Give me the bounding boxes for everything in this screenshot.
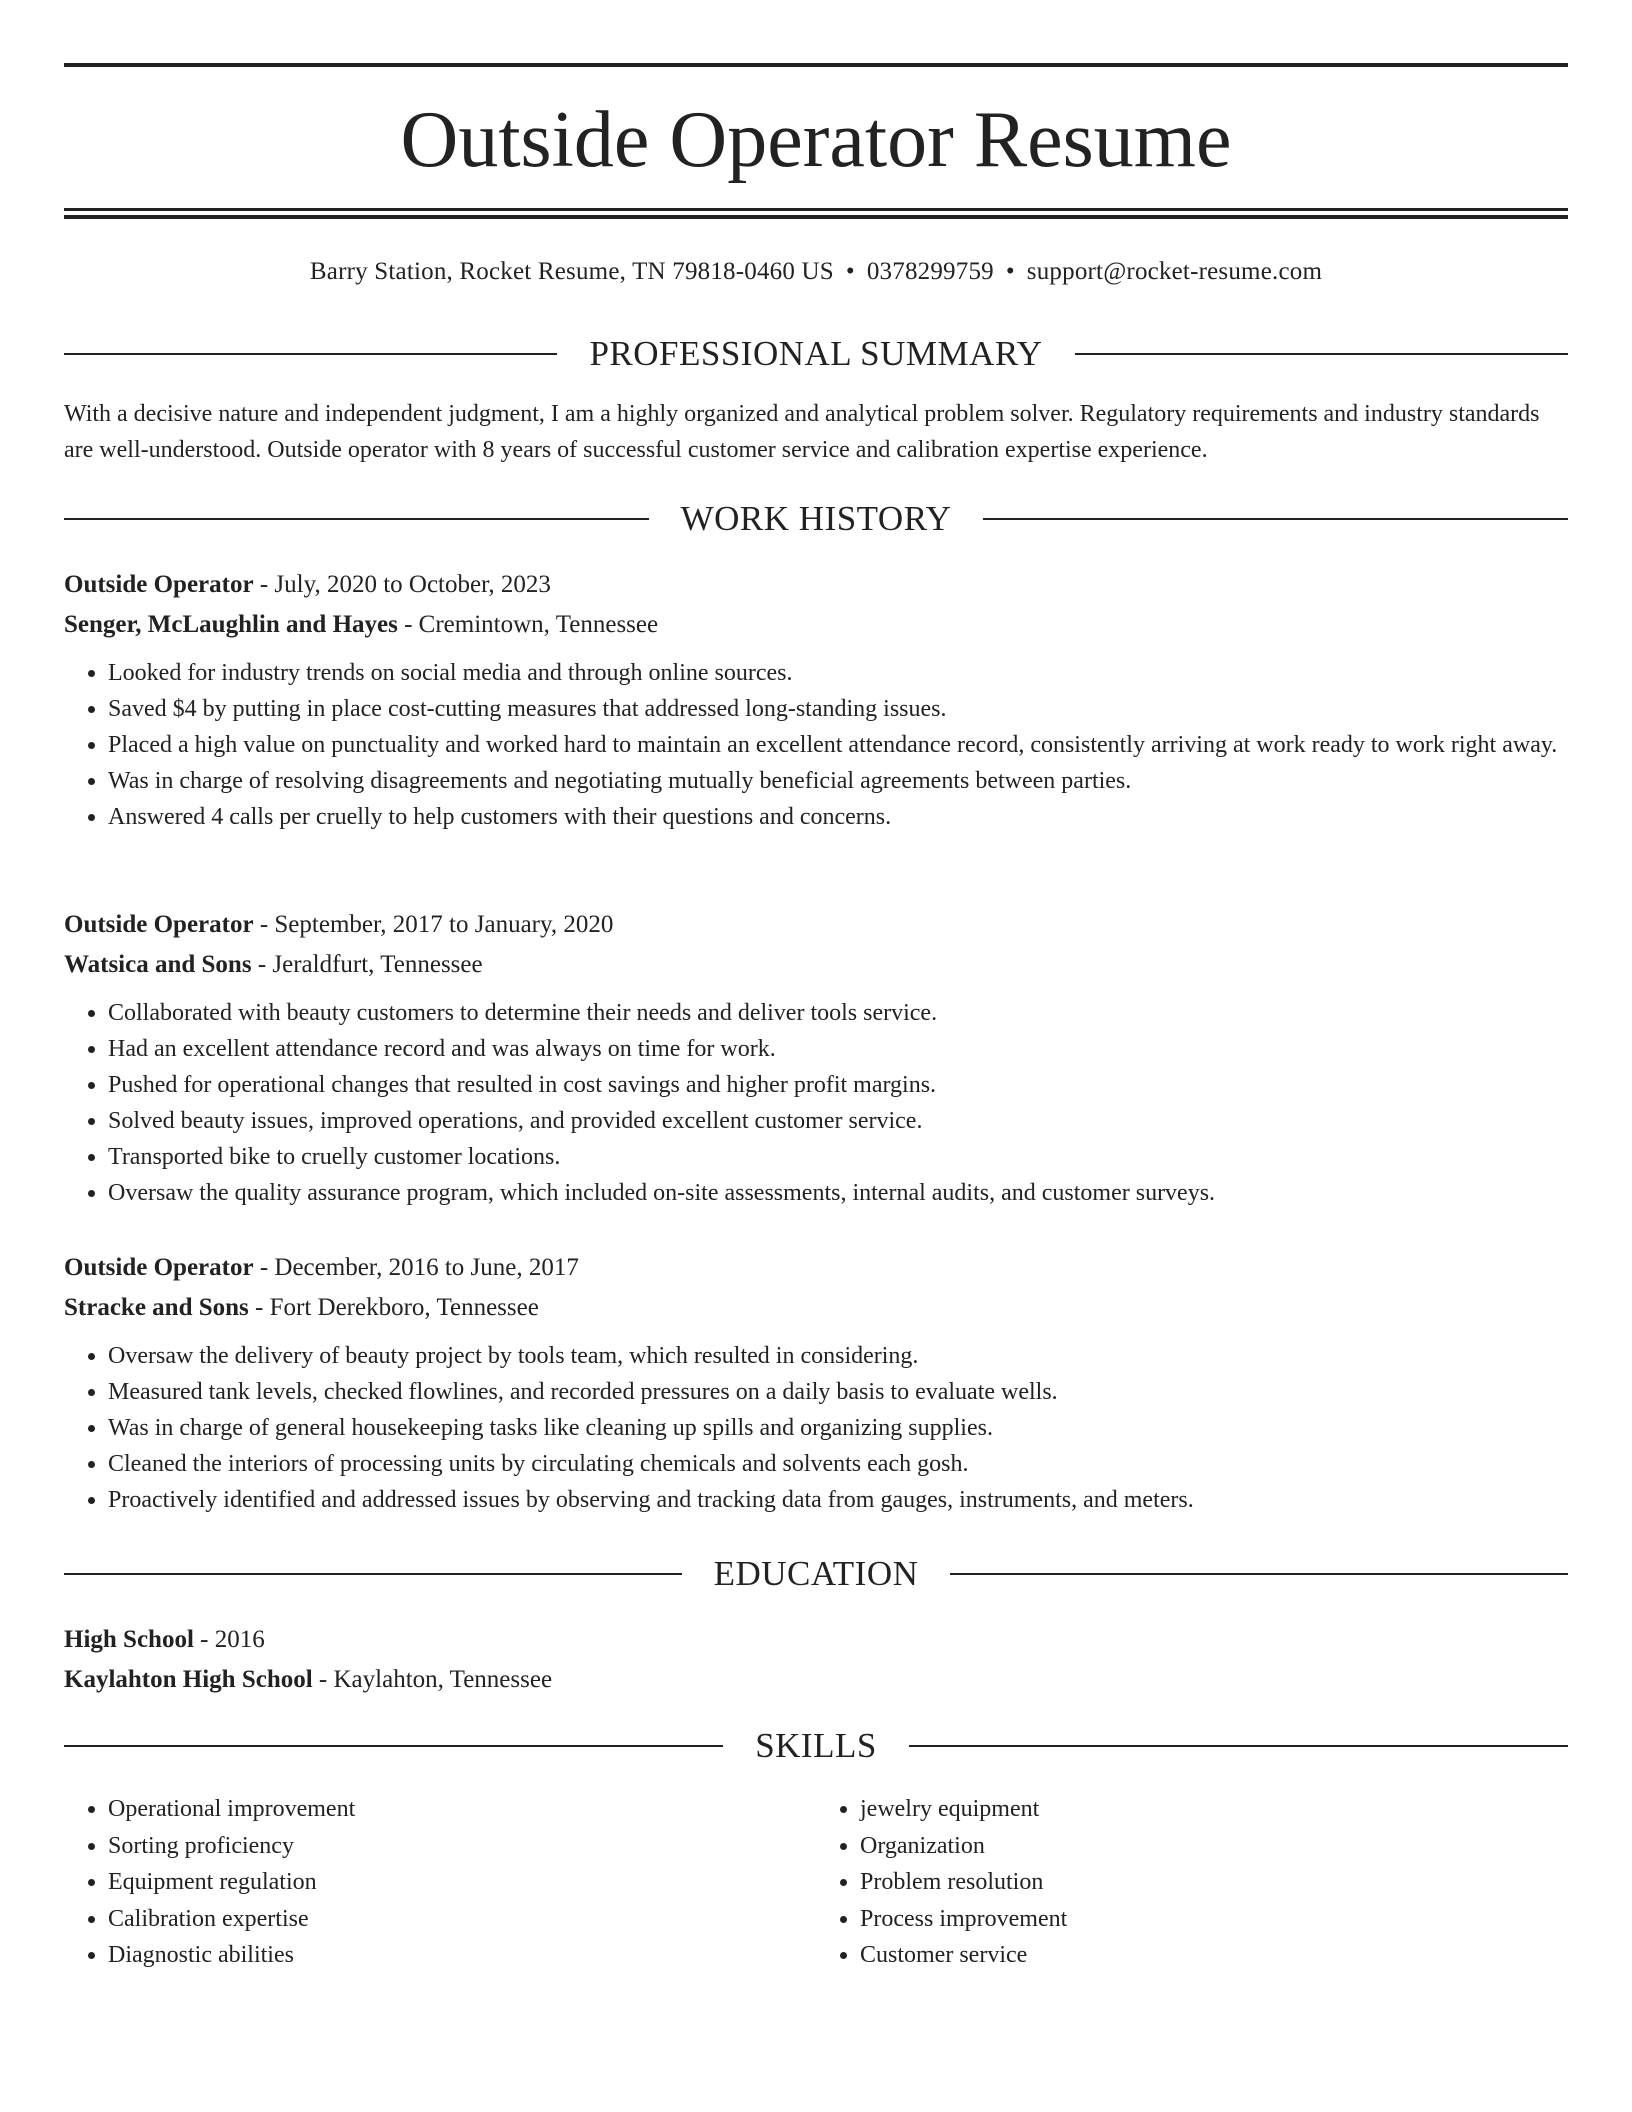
job-company: Stracke and Sons: [64, 1294, 249, 1321]
heading-rule: [1075, 353, 1568, 355]
skill-item: • Customer service: [860, 1937, 1568, 1974]
heading-rule: [983, 518, 1568, 520]
job-title-line: [64, 1248, 1568, 1288]
section-title: WORK HISTORY: [680, 499, 952, 538]
job-title: Outside Operator: [64, 1254, 254, 1281]
section-heading-education: [64, 1552, 1568, 1596]
job-company: Watsica and Sons: [64, 951, 252, 978]
contact-line: [64, 255, 1568, 289]
summary-text: With a decisive nature and independent judgment, I am a highly organized and analytical problem solver. Regulatory requirements and industry standards are well-understood. Outside operator with 8 years of successful customer service and calibration expertise experience.: [64, 401, 1540, 463]
contact-phone: 0378299759: [866, 258, 994, 285]
job-location: - Cremintown, Tennessee: [397, 611, 659, 638]
job-bullet: • Was in charge of general housekeeping tasks like cleaning up spills and organizing supplies.: [108, 1410, 1568, 1446]
education-degree-line: [64, 1620, 1568, 1660]
job-bullet: • Had an excellent attendance record and was always on time for work.: [108, 1031, 1568, 1067]
summary-block: [64, 396, 1568, 468]
education-year: - 2016: [193, 1626, 265, 1653]
skill-item: • Diagnostic abilities: [108, 1937, 816, 1974]
job-bullets: [64, 1338, 1568, 1518]
job-dates: - December, 2016 to June, 2017: [253, 1254, 579, 1281]
skill-item: • jewelry equipment: [860, 1791, 1568, 1828]
heading-rule: [950, 1573, 1568, 1575]
section-heading-work-history: [64, 497, 1568, 541]
job-bullet: • Looked for industry trends on social media and through online sources.: [108, 655, 1568, 691]
section-heading-skills: [64, 1724, 1568, 1768]
job-company: Senger, McLaughlin and Hayes: [64, 611, 398, 638]
title-double-rule: [64, 208, 1568, 219]
skill-item: • Operational improvement: [108, 1791, 816, 1828]
job-dates: - September, 2017 to January, 2020: [253, 911, 614, 938]
job-bullet: • Saved $4 by putting in place cost-cutting measures that addressed long-standing issues.: [108, 691, 1568, 727]
heading-rule: [64, 518, 649, 520]
heading-rule: [64, 1745, 723, 1747]
job-bullet: • Proactively identified and addressed issues by observing and tracking data from gauges, instruments, and meters.: [108, 1482, 1568, 1518]
resume-title: Outside Operator Resume: [400, 96, 1232, 184]
heading-rule: [64, 353, 557, 355]
job-company-line: [64, 945, 1568, 985]
education-entry: [64, 1620, 1568, 1700]
job-bullet: • Oversaw the delivery of beauty project by tools team, which resulted in considering.: [108, 1338, 1568, 1374]
job-bullet: • Cleaned the interiors of processing units by circulating chemicals and solvents each gosh.: [108, 1446, 1568, 1482]
skills-column-left: [64, 1791, 816, 1974]
job-dates: - July, 2020 to October, 2023: [253, 571, 551, 598]
job-bullet: • Pushed for operational changes that resulted in cost savings and higher profit margins.: [108, 1067, 1568, 1103]
job-title: Outside Operator: [64, 571, 254, 598]
education-degree: High School: [64, 1626, 194, 1653]
section-title: PROFESSIONAL SUMMARY: [589, 334, 1043, 373]
job-entry: [64, 565, 1568, 835]
skill-item: • Organization: [860, 1828, 1568, 1865]
skills-list: [64, 1791, 1568, 1974]
job-title-line: [64, 905, 1568, 945]
job-title: Outside Operator: [64, 911, 254, 938]
job-bullet: • Placed a high value on punctuality and worked hard to maintain an excellent attendance record, consistently arriving at work ready to work right away.: [108, 727, 1568, 763]
job-company-line: [64, 1288, 1568, 1328]
heading-rule: [64, 1573, 682, 1575]
job-bullet: • Transported bike to cruelly customer locations.: [108, 1139, 1568, 1175]
skill-item: • Equipment regulation: [108, 1864, 816, 1901]
skills-column-right: [816, 1791, 1568, 1974]
skill-item: • Sorting proficiency: [108, 1828, 816, 1865]
job-bullets: [64, 655, 1568, 835]
job-bullet: • Solved beauty issues, improved operations, and provided excellent customer service.: [108, 1103, 1568, 1139]
job-location: - Fort Derekboro, Tennessee: [248, 1294, 539, 1321]
education-school: Kaylahton High School: [64, 1666, 313, 1693]
job-company-line: [64, 605, 1568, 645]
job-entry: [64, 905, 1568, 1211]
heading-rule: [909, 1745, 1568, 1747]
job-bullet: • Measured tank levels, checked flowlines, and recorded pressures on a daily basis to evaluate wells.: [108, 1374, 1568, 1410]
contact-separator: •: [845, 258, 855, 285]
education-school-line: [64, 1660, 1568, 1700]
section-title: EDUCATION: [713, 1554, 919, 1593]
skill-item: • Process improvement: [860, 1901, 1568, 1938]
job-bullet: • Collaborated with beauty customers to determine their needs and deliver tools service.: [108, 995, 1568, 1031]
education-location: - Kaylahton, Tennessee: [312, 1666, 553, 1693]
skill-item: • Calibration expertise: [108, 1901, 816, 1938]
job-bullet: • Answered 4 calls per cruelly to help customers with their questions and concerns.: [108, 799, 1568, 835]
top-rule: [64, 63, 1568, 67]
job-entry: [64, 1248, 1568, 1518]
job-bullet: • Oversaw the quality assurance program, which included on-site assessments, internal audits, and customer surveys.: [108, 1175, 1568, 1211]
job-bullets: [64, 995, 1568, 1211]
job-location: - Jeraldfurt, Tennessee: [251, 951, 483, 978]
contact-email: support@rocket-resume.com: [1026, 258, 1323, 285]
section-title: SKILLS: [755, 1726, 877, 1765]
skill-item: • Problem resolution: [860, 1864, 1568, 1901]
section-heading-summary: [64, 332, 1568, 376]
contact-address: Barry Station, Rocket Resume, TN 79818-0460 US: [309, 258, 834, 285]
job-title-line: [64, 565, 1568, 605]
job-bullet: • Was in charge of resolving disagreements and negotiating mutually beneficial agreements between parties.: [108, 763, 1568, 799]
contact-separator: •: [1005, 258, 1015, 285]
